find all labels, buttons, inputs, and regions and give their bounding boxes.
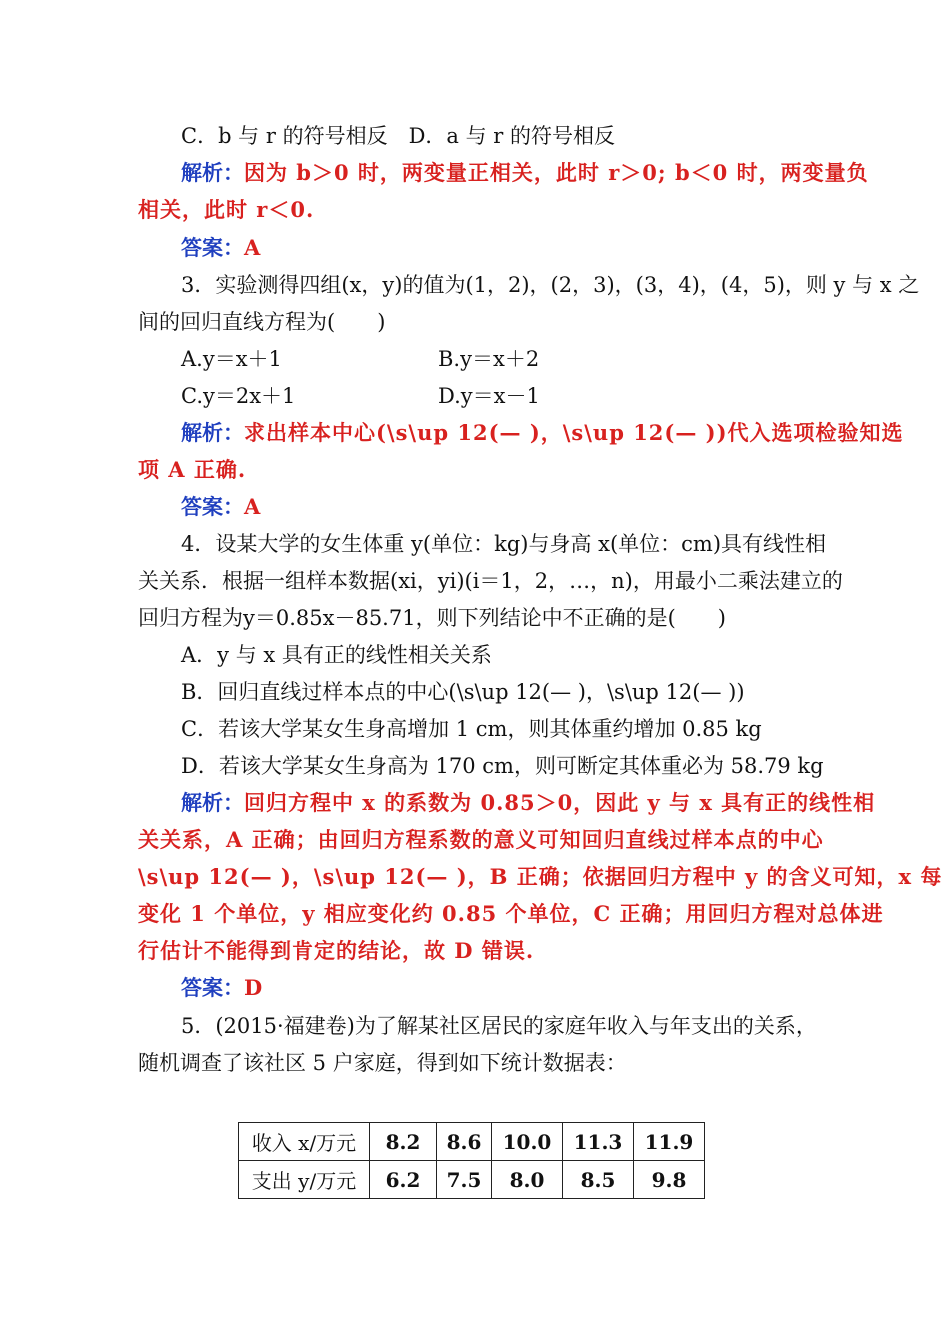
answer-label: 答案： — [181, 494, 244, 519]
q3-analysis-line — [181, 420, 904, 446]
q3-option-b: B.y＝x＋2 — [438, 347, 540, 371]
table-row — [239, 1161, 705, 1199]
q5-stem-1: 5．(2015·福建卷)为了解某社区居民的家庭年收入与年支出的关系， — [181, 1014, 817, 1038]
q4-stem-3: 回归方程为y＝0.85x－85.71，则下列结论中不正确的是( ) — [138, 606, 726, 630]
table-cell: 11.9 — [634, 1123, 705, 1161]
q3-option-d: D.y＝x－1 — [438, 384, 540, 408]
q3-analysis-text-2: 项 A 正确. — [138, 457, 247, 482]
q5-stem-2: 随机调查了该社区 5 户家庭，得到如下统计数据表： — [138, 1051, 627, 1075]
q4-stem-1: 4．设某大学的女生体重 y(单位：kg)与身高 x(单位：cm)具有线性相 — [181, 532, 827, 556]
q2-analysis-text-2: 相关，此时 r＜0. — [138, 197, 315, 222]
analysis-label: 解析： — [181, 160, 244, 185]
table-cell: 8.5 — [563, 1161, 634, 1199]
table-cell: 8.6 — [437, 1123, 492, 1161]
q4-analysis-text-3: \s\up 12(— )，\s\up 12(— )，B 正确；依据回归方程中 y 的含义可知，x 每 — [138, 864, 943, 889]
row-header-expense: 支出 y/万元 — [239, 1161, 370, 1199]
q3-answer — [181, 494, 260, 520]
q4-option-b: B．回归直线过样本点的中心(\s\up 12(— )，\s\up 12(— )) — [181, 680, 745, 704]
q4-analysis-line — [181, 790, 875, 816]
q4-option-a: A．y 与 x 具有正的线性相关关系 — [181, 643, 492, 667]
q4-option-d: D．若该大学某女生身高为 170 cm，则可断定其体重必为 58.79 kg — [181, 754, 824, 778]
q4-option-c: C．若该大学某女生身高增加 1 cm，则其体重约增加 0.85 kg — [181, 717, 762, 741]
q3-stem-1: 3．实验测得四组(x，y)的值为(1，2)，(2，3)，(3，4)，(4，5)，则 y 与 x 之 — [181, 273, 920, 297]
q4-analysis-text-4: 变化 1 个单位，y 相应变化约 0.85 个单位，C 正确；用回归方程对总体进 — [138, 901, 884, 926]
q2-options-cd: C．b 与 r 的符号相反 D．a 与 r 的符号相反 — [181, 124, 615, 148]
analysis-label: 解析： — [181, 420, 244, 445]
q4-stem-2: 关关系．根据一组样本数据(xi，yi)(i＝1，2，…，n)，用最小二乘法建立的 — [138, 569, 843, 593]
q4-analysis-text-5: 行估计不能得到肯定的结论，故 D 错误. — [138, 938, 535, 963]
q4-analysis-text-2: 关关系，A 正确；由回归方程系数的意义可知回归直线过样本点的中心 — [138, 827, 824, 852]
answer-value: A — [244, 494, 261, 519]
table-cell: 10.0 — [492, 1123, 563, 1161]
q3-analysis-text: 求出样本中心(\s\up 12(— )，\s\up 12(— ))代入选项检验知选 — [244, 420, 904, 445]
answer-value: D — [244, 975, 263, 1000]
table-cell: 8.0 — [492, 1161, 563, 1199]
answer-label: 答案： — [181, 235, 244, 260]
row-header-income: 收入 x/万元 — [239, 1123, 370, 1161]
q4-analysis-text: 回归方程中 x 的系数为 0.85＞0，因此 y 与 x 具有正的线性相 — [244, 790, 876, 815]
table-row — [239, 1123, 705, 1161]
q3-stem-2: 间的回归直线方程为( ) — [138, 310, 386, 334]
analysis-label: 解析： — [181, 790, 244, 815]
table-cell: 6.2 — [370, 1161, 437, 1199]
answer-value: A — [244, 235, 261, 260]
table-cell: 11.3 — [563, 1123, 634, 1161]
q3-option-a: A.y＝x＋1 — [181, 347, 282, 371]
table-cell: 9.8 — [634, 1161, 705, 1199]
q3-option-c: C.y＝2x＋1 — [181, 384, 296, 408]
data-table — [238, 1122, 705, 1199]
q2-analysis-line — [181, 160, 869, 186]
table-cell: 8.2 — [370, 1123, 437, 1161]
answer-label: 答案： — [181, 975, 244, 1000]
q2-answer — [181, 235, 260, 261]
q2-analysis-text: 因为 b＞0 时，两变量正相关，此时 r＞0; b＜0 时，两变量负 — [244, 160, 869, 185]
q4-answer — [181, 975, 262, 1001]
table-cell: 7.5 — [437, 1161, 492, 1199]
